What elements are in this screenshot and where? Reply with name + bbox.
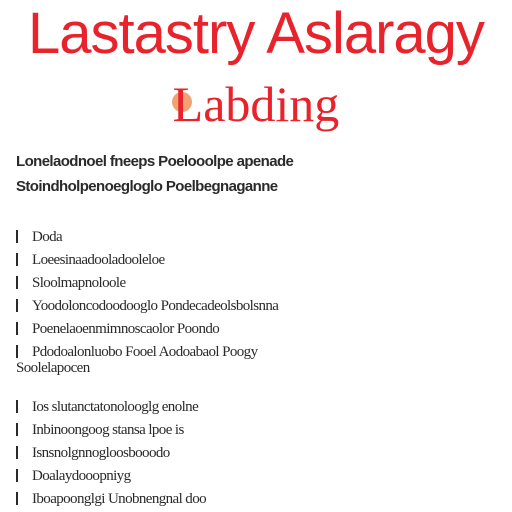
list-item-text: Pdodoalonluobo Fooel Aodoabaol Poogy bbox=[32, 344, 258, 360]
list-item-text: Ios slutanctatonolooglg enolne bbox=[32, 399, 199, 415]
list-item-text: Doalaydooopniyg bbox=[32, 468, 131, 484]
intro-line-2: Stoindholpenoegloglo Poelbegnaganne bbox=[16, 178, 278, 195]
list-item bbox=[16, 442, 206, 465]
bullet-icon bbox=[16, 423, 18, 436]
intro-line-1: Lonelaodnoel fneeps Poelooolpe apenade bbox=[16, 153, 294, 170]
bullet-list-one bbox=[16, 226, 278, 364]
list-item-text: Iboapoonglgi Unobnengnal doo bbox=[32, 491, 207, 507]
list-item bbox=[16, 396, 206, 419]
bullet-icon bbox=[16, 345, 18, 358]
list-item bbox=[16, 465, 206, 488]
bullet-icon bbox=[16, 469, 18, 482]
bullet-list-two bbox=[16, 396, 206, 511]
list-item bbox=[16, 226, 278, 249]
list-item bbox=[16, 295, 278, 318]
list-item-text: Poenelaoenmimnoscaolor Poondo bbox=[32, 321, 220, 337]
subtitle-block bbox=[0, 76, 512, 132]
bullet-icon bbox=[16, 253, 18, 266]
list-item-text: Loeesinaadooladooleloe bbox=[32, 252, 165, 268]
list-item-text: Inbinoongoog stansa lpoe is bbox=[32, 422, 184, 438]
bullet-icon bbox=[16, 492, 18, 505]
list-item-text: Isnsnolgnnogloosbooodo bbox=[32, 445, 170, 461]
bullet-icon bbox=[16, 400, 18, 413]
document-title: Lastastry Aslaragy bbox=[28, 1, 484, 66]
document-subtitle: Labding bbox=[172, 76, 340, 132]
bullet-icon bbox=[16, 230, 18, 243]
list-item bbox=[16, 272, 278, 295]
bullet-icon bbox=[16, 276, 18, 289]
bullet-icon bbox=[16, 299, 18, 312]
list-item bbox=[16, 488, 206, 511]
list-item-text: Doda bbox=[32, 229, 63, 245]
list-item-text: Sloolmapnoloole bbox=[32, 275, 126, 291]
list-item bbox=[16, 249, 278, 272]
bullet-icon bbox=[16, 322, 18, 335]
section-label: Soolelapocen bbox=[16, 360, 90, 376]
list-item bbox=[16, 419, 206, 442]
bullet-icon bbox=[16, 446, 18, 459]
list-item-text: Yoodoloncodoodooglo Pondecadeolsbolsnna bbox=[32, 298, 279, 314]
list-item bbox=[16, 318, 278, 341]
